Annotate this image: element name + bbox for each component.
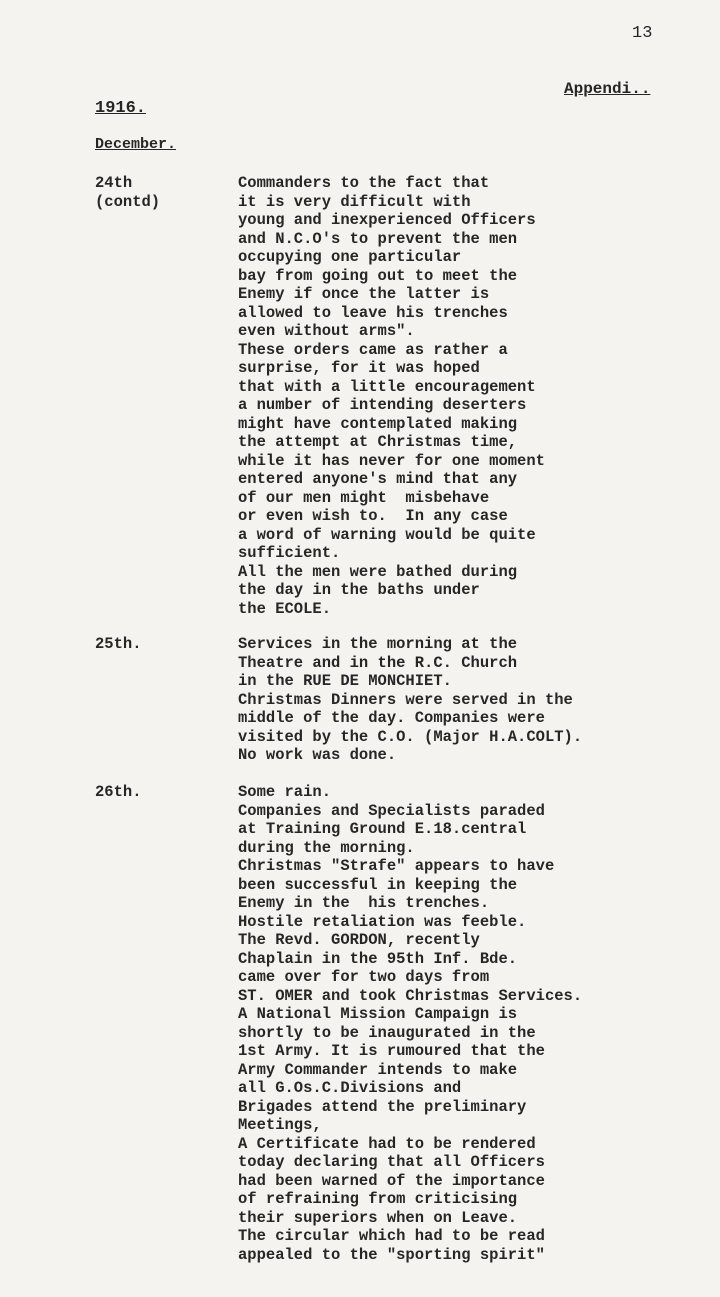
entry-body [238, 174, 708, 618]
text-line: came over for two days from [238, 968, 490, 986]
text-line: all G.Os.C.Divisions and [238, 1079, 462, 1097]
text-line: might have contemplated making [238, 414, 518, 433]
text-line: shortly to be inaugurated in the [238, 1023, 536, 1042]
text-line: Christmas Dinners were served in the [238, 690, 573, 709]
entry-date: 26th. [95, 783, 142, 801]
text-line: sufficient. [238, 544, 341, 562]
text-line: even without arms". [238, 322, 415, 340]
text-line: young and inexperienced Officers [238, 211, 536, 229]
text-line: Christmas "Strafe" appears to have [238, 857, 555, 875]
text-line: A Certificate had to be rendered [238, 1134, 536, 1153]
text-line: it is very difficult with [238, 192, 471, 211]
text-line: ST. OMER and took Christmas Services. [238, 986, 583, 1005]
text-line: Meetings, [238, 1116, 322, 1134]
text-line: today declaring that all Officers [238, 1153, 545, 1171]
text-line: middle of the day. Companies were [238, 709, 545, 727]
text-line: occupying one particular [238, 248, 462, 266]
text-line: bay from going out to meet the [238, 266, 518, 285]
entry-date: 25th. [95, 635, 142, 653]
text-line: been successful in keeping the [238, 875, 518, 894]
text-line: Some rain. [238, 783, 332, 801]
year-heading: 1916. [95, 99, 147, 118]
text-line: appealed to the "sporting spirit" [238, 1245, 545, 1264]
text-line: Companies and Specialists paraded [238, 801, 545, 820]
text-line: a number of intending deserters [238, 396, 527, 414]
text-line: Hostile retaliation was feeble. [238, 912, 527, 931]
entry-body [238, 635, 708, 765]
text-line: had been warned of the importance [238, 1171, 545, 1190]
text-line: surprise, for it was hoped [238, 359, 480, 377]
text-line: in the RUE DE MONCHIET. [238, 672, 452, 690]
text-line: All the men were bathed during [238, 562, 518, 581]
text-line: of refraining from criticising [238, 1190, 518, 1208]
text-line: Chaplain in the 95th Inf. Bde. [238, 949, 518, 968]
text-line: 1st Army. It is rumoured that the [238, 1042, 545, 1060]
text-line: visited by the C.O. (Major H.A.COLT). [238, 727, 583, 746]
month-heading: December. [95, 136, 177, 153]
text-line: that with a little encouragement [238, 377, 536, 396]
text-line: Commanders to the fact that [238, 174, 490, 192]
text-line: during the morning. [238, 838, 415, 857]
text-line: Army Commander intends to make [238, 1060, 518, 1079]
text-line: the attempt at Christmas time, [238, 433, 518, 451]
text-line: These orders came as rather a [238, 340, 508, 359]
entry-body [238, 783, 708, 1264]
text-line: Enemy in the his trenches. [238, 894, 490, 912]
text-line: allowed to leave his trenches [238, 303, 508, 322]
text-line: or even wish to. In any case [238, 507, 508, 525]
text-line: while it has never for one moment [238, 451, 545, 470]
text-line: the ECOLE. [238, 599, 332, 618]
text-line: at Training Ground E.18.central [238, 820, 527, 838]
entry-date: 24th (contd) [95, 174, 161, 211]
text-line: No work was done. [238, 746, 397, 764]
text-line: the day in the baths under [238, 581, 480, 599]
text-line: A National Mission Campaign is [238, 1005, 518, 1023]
text-line: entered anyone's mind that any [238, 470, 518, 488]
text-line: of our men might misbehave [238, 488, 490, 507]
text-line: The circular which had to be read [238, 1227, 545, 1245]
text-line: their superiors when on Leave. [238, 1208, 518, 1227]
text-line: Brigades attend the preliminary [238, 1097, 527, 1116]
text-line: Theatre and in the R.C. Church [238, 653, 518, 672]
text-line: Services in the morning at the [238, 635, 518, 653]
text-line: The Revd. GORDON, recently [238, 931, 480, 949]
appendix-heading: Appendi.. [564, 80, 651, 98]
page-number: 13 [632, 24, 653, 43]
text-line: and N.C.O's to prevent the men [238, 229, 518, 248]
text-line: a word of warning would be quite [238, 525, 536, 544]
text-line: Enemy if once the latter is [238, 285, 490, 303]
